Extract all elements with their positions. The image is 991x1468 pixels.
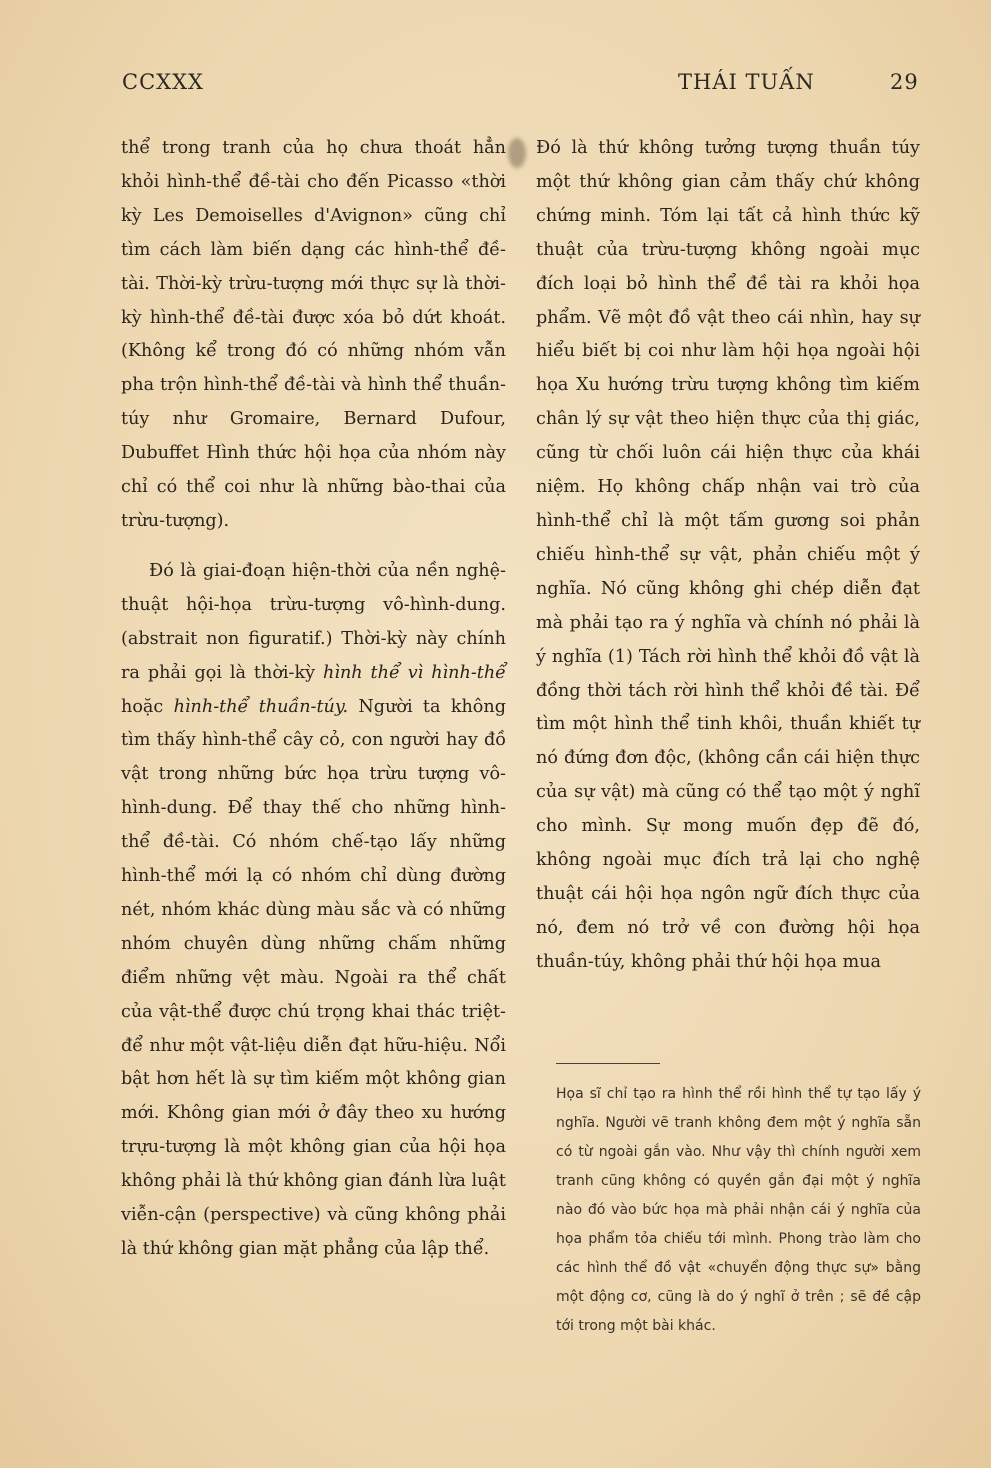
ink-smudge (508, 138, 526, 168)
paragraph-text: hoặc (121, 696, 174, 717)
right-paragraph-1: Đó là thứ không tưởng tượng thuần túy một thứ không gian cảm thấy chứ không chứng minh. Tóm lại tất cả hình thức kỹ thuật của trừu-tượng không ngoài mục đích loại bỏ hình thể đề tài ra khỏi họa phẩm. Vẽ một đồ vật theo cái nhìn, hay sự hiểu biết bị coi như làm hội họa ngoài hội họa Xu hướng trừu tượng không tìm kiếm chân lý sự vật theo hiện thực của thị giác, cũng từ chối luôn cái hiện thực của khái niệm. Họ không chấp nhận vai trò của hình-thể chỉ là một tấm gương soi phản chiếu hình-thể sự vật, phản chiếu một ý nghĩa. Nó cũng không ghi chép diễn đạt mà phải tạo ra ý nghĩa và chính nó phải là ý nghĩa (1) Tách rời hình thể khỏi đồ vật là đồng thời tách rời hình thể khỏi đề tài. Để tìm một hình thể tinh khôi, thuần khiết tự nó đứng đơn độc, (không cần cái hiện thực của sự vật) mà cũng có thể tạo một ý nghĩ cho mình. Sự mong muốn đẹp đẽ đó, không ngoài mục đích trả lại cho nghệ thuật cái hội họa ngôn ngữ đích thực của nó, đem nó trở về con đường hội họa thuần-túy, không phải thứ hội họa mua (536, 138, 920, 972)
left-paragraph-2 (121, 555, 506, 1267)
left-paragraph-1: thể trong tranh của họ chưa thoát hẳn khỏi hình-thể đề-tài cho đến Picasso «thời kỳ Les Demoiselles d'Avignon» cũng chỉ tìm cách làm biến dạng các hình-thể đề-tài. Thời-kỳ trừu-tượng mới thực sự là thời-kỳ hình-thể đề-tài được xóa bỏ dứt khoát. (Không kể trong đó có những nhóm vẫn pha trộn hình-thể đề-tài và hình thể thuần-túy như Gromaire, Bernard Dufour, Dubuffet Hình thức hội họa của nhóm này chỉ có thể coi như là những bào-thai của trừu-tượng). (121, 138, 506, 531)
footnote-text: Họa sĩ chỉ tạo ra hình thể rồi hình thể tự tạo lấy ý nghĩa. Người vẽ tranh không đem một ý nghĩa sẵn có từ ngoài gắn vào. Như vậy thì chính người xem tranh cũng không có quyền gắn đại một ý nghĩa nào đó vào bức họa mà phải nhận cái ý nghĩa của họa phẩm tỏa chiếu tới mình. Phong trào làm cho các hình thể đồ vật «chuyển động thực sự» bằng một động cơ, cũng là do ý nghĩ ở trên ; sẽ đề cập tới trong một bài khác. (556, 1086, 921, 1334)
section-number: CCXXX (122, 70, 204, 94)
page-number: 29 (890, 70, 919, 94)
footnote (556, 1080, 921, 1341)
paragraph-text: Đó là giai-đoạn hiện-thời của nền nghệ-thuật hội-họa trừu-tượng vô-hình-dung. (abstrait non figuratif.) Thời-kỳ này chính ra phải gọi là thời-kỳ (121, 560, 506, 683)
running-title: THÁI TUẤN (678, 70, 815, 94)
italic-term: hình thể vì hình-thể (323, 662, 506, 683)
right-column (536, 132, 920, 980)
footnote-divider (556, 1063, 660, 1064)
italic-term: hình-thể thuần-túy. (173, 696, 349, 717)
paragraph-text: Người ta không tìm thấy hình-thể cây cỏ, con người hay đồ vật trong những bức họa trừu tượng vô-hình-dung. Để thay thế cho những hình-thể đề-tài. Có nhóm chế-tạo lấy những hình-thể mới lạ có nhóm chỉ dùng đường nét, nhóm khác dùng màu sắc và có những nhóm chuyên dùng những chấm những điểm những vệt màu. Ngoài ra thể chất của vật-thể được chú trọng khai thác triệt-để như một vật-liệu diễn đạt hữu-hiệu. Nổi bật hơn hết là sự tìm kiếm một không gian mới. Không gian mới ở đây theo xu hướng trựu-tượng là một không gian của hội họa không phải là thứ không gian đánh lừa luật viễn-cận (perspective) và cũng không phải là thứ không gian mặt phẳng của lập thể. (121, 696, 506, 1259)
left-column (121, 132, 506, 1267)
